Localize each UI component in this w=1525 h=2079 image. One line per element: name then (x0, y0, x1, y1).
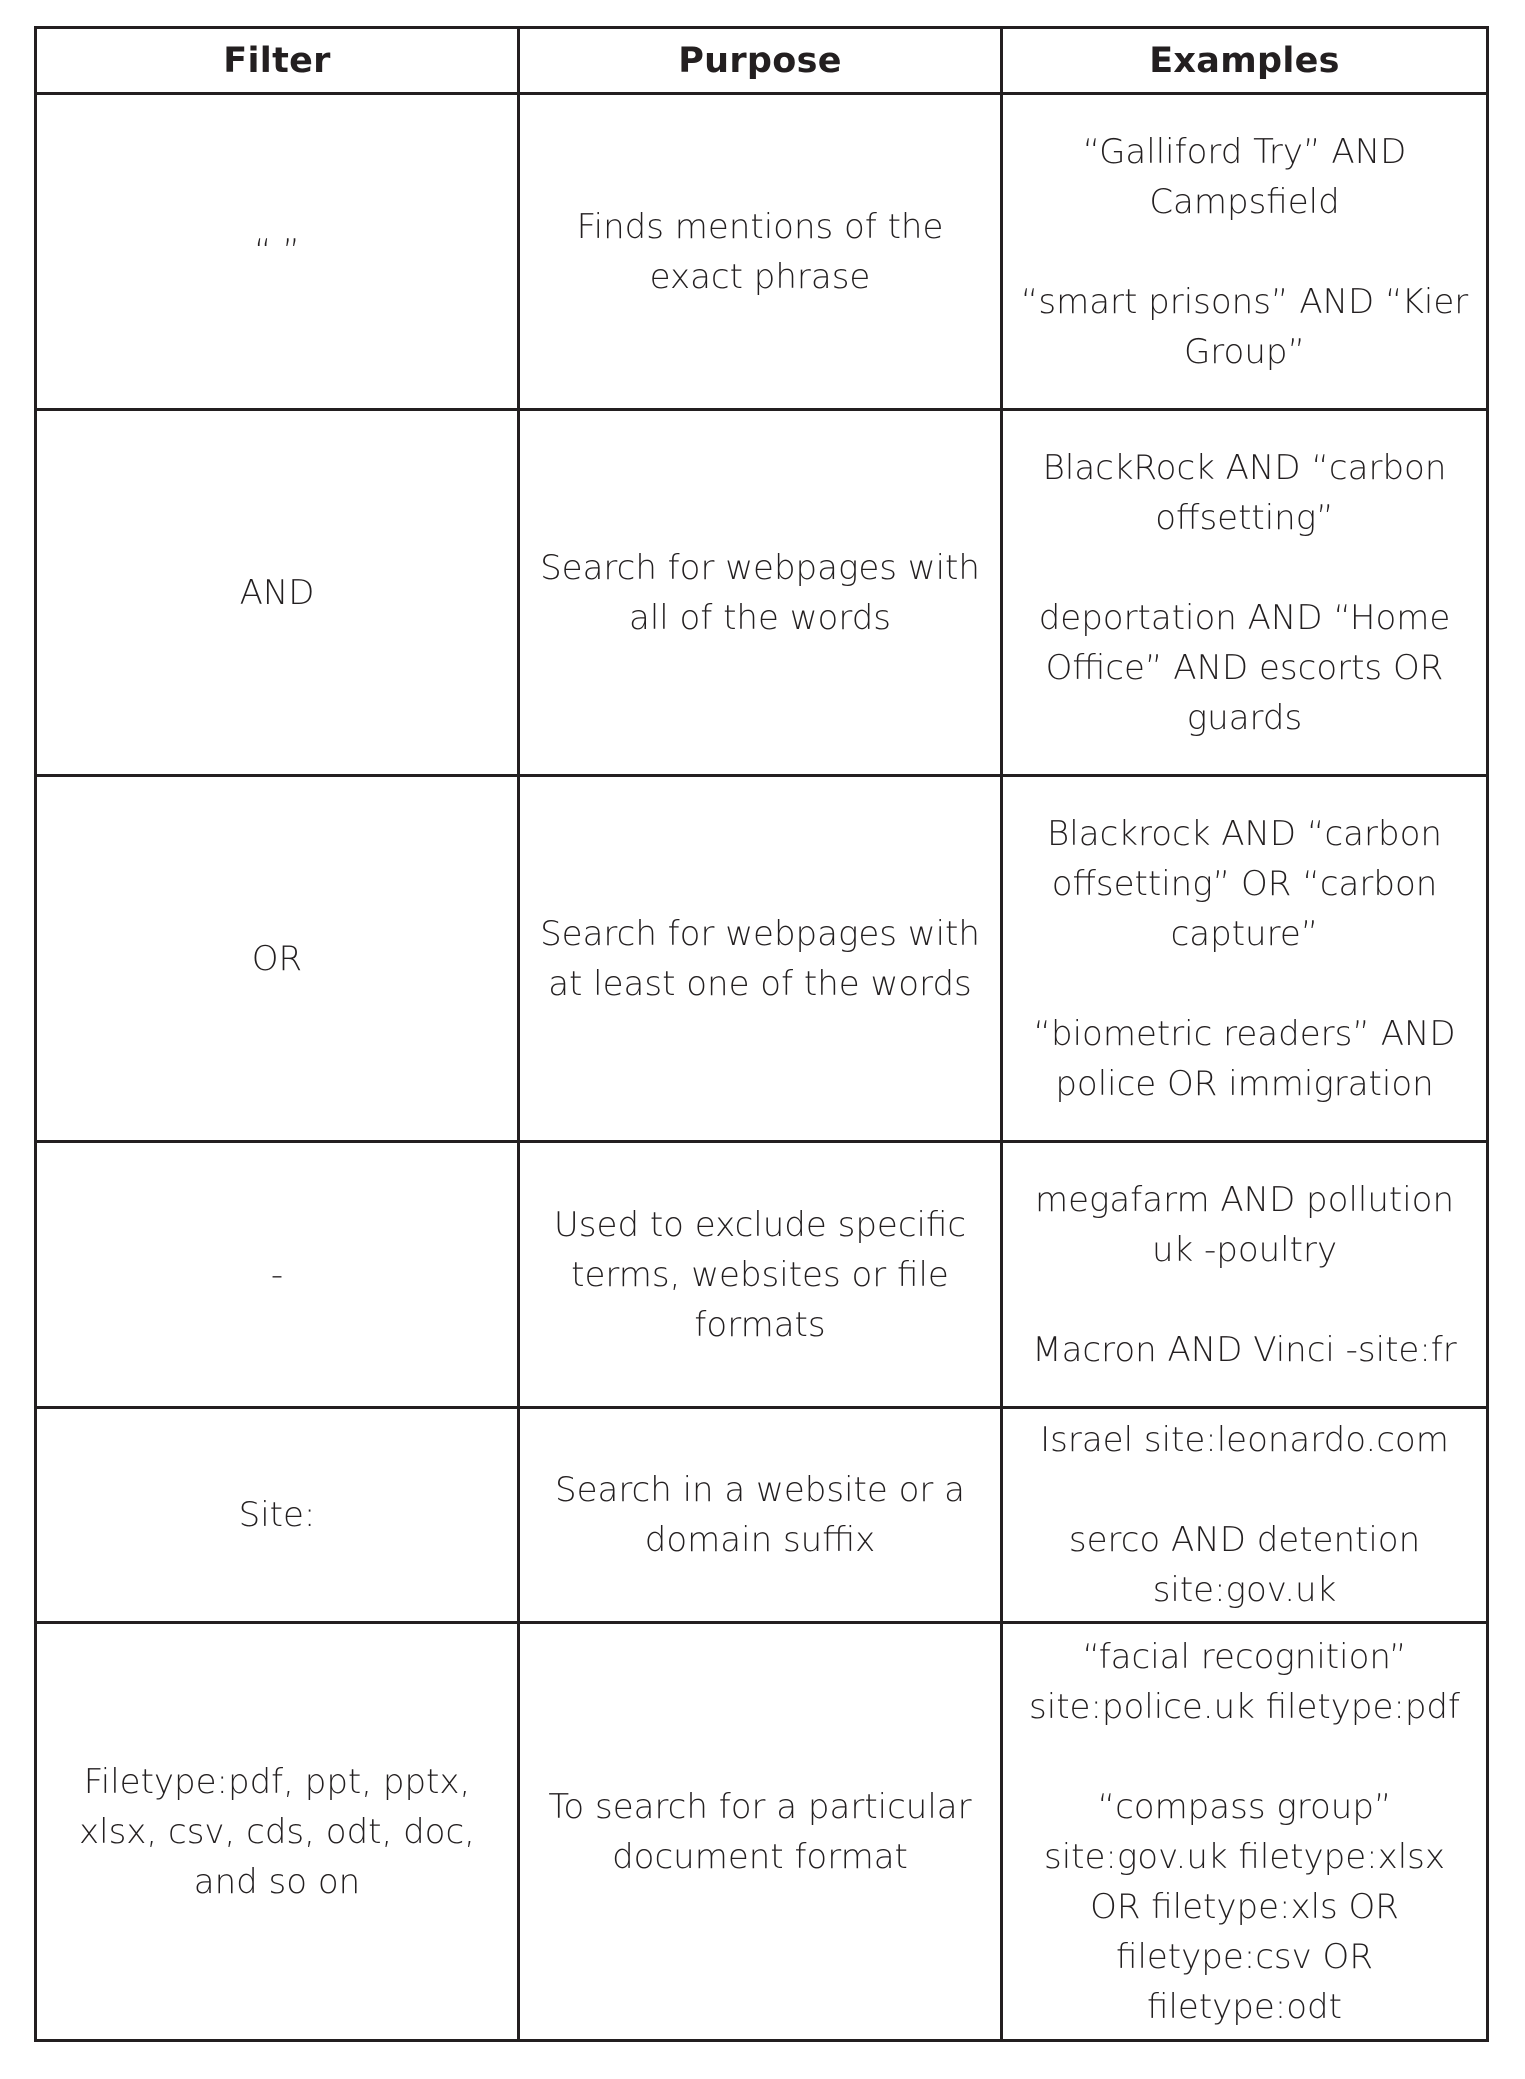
purpose-cell: Search for webpages with at least one of the words (519, 776, 1002, 1142)
examples-cell (1002, 94, 1488, 410)
header-examples: Examples (1002, 28, 1488, 94)
header-purpose: Purpose (519, 28, 1002, 94)
example-text: “smart prisons” AND “Kier Group” (1020, 281, 1469, 372)
purpose-cell: Search for webpages with all of the words (519, 410, 1002, 776)
examples-cell (1002, 1623, 1488, 2041)
example-text: Israel site:leonardo.com (1040, 1420, 1449, 1460)
filter-cell: Site: (36, 1408, 519, 1623)
examples-cell (1002, 410, 1488, 776)
filter-cell: - (36, 1142, 519, 1408)
filter-cell: “ ” (36, 94, 519, 410)
header-filter: Filter (36, 28, 519, 94)
header-row (36, 28, 1488, 94)
example-text: Blackrock AND “carbon offsetting” OR “carbon capture” (1047, 813, 1442, 954)
example-text: “facial recognition” site:police.uk filetype:pdf (1029, 1636, 1460, 1727)
purpose-cell: Finds mentions of the exact phrase (519, 94, 1002, 410)
example-text: Macron AND Vinci -site:fr (1032, 1329, 1457, 1370)
table-row (36, 1408, 1488, 1623)
example-text: megafarm AND pollution uk -poultry (1034, 1179, 1455, 1270)
purpose-cell: Used to exclude specific terms, websites or file formats (519, 1142, 1002, 1408)
table-row (36, 1142, 1488, 1408)
table-row (36, 1623, 1488, 2041)
purpose-cell: Search in a website or a domain suffix (519, 1408, 1002, 1623)
filter-cell: AND (36, 410, 519, 776)
example-text: “compass group” site:gov.uk filetype:xlsx OR filetype:xls OR filetype:csv OR filetype:odt (1044, 1786, 1445, 2027)
example-text: “Galliford Try” AND Campsfield (1082, 131, 1407, 222)
examples-cell (1002, 1142, 1488, 1408)
search-filters-table (34, 26, 1489, 2042)
example-text: deportation AND “Home Office” AND escorts OR guards (1038, 597, 1451, 738)
example-text: “biometric readers” AND police OR immigration (1033, 1013, 1456, 1104)
table-row (36, 94, 1488, 410)
example-text: serco AND detention site:gov.uk (1068, 1520, 1421, 1610)
examples-cell (1002, 776, 1488, 1142)
table-row (36, 410, 1488, 776)
purpose-cell: To search for a particular document format (519, 1623, 1002, 2041)
example-text: BlackRock AND “carbon offsetting” (1042, 447, 1447, 538)
table-row (36, 776, 1488, 1142)
examples-cell (1002, 1408, 1488, 1623)
filter-cell: Filetype:pdf, ppt, pptx, xlsx, csv, cds, odt, doc, and so on (36, 1623, 519, 2041)
filter-cell: OR (36, 776, 519, 1142)
